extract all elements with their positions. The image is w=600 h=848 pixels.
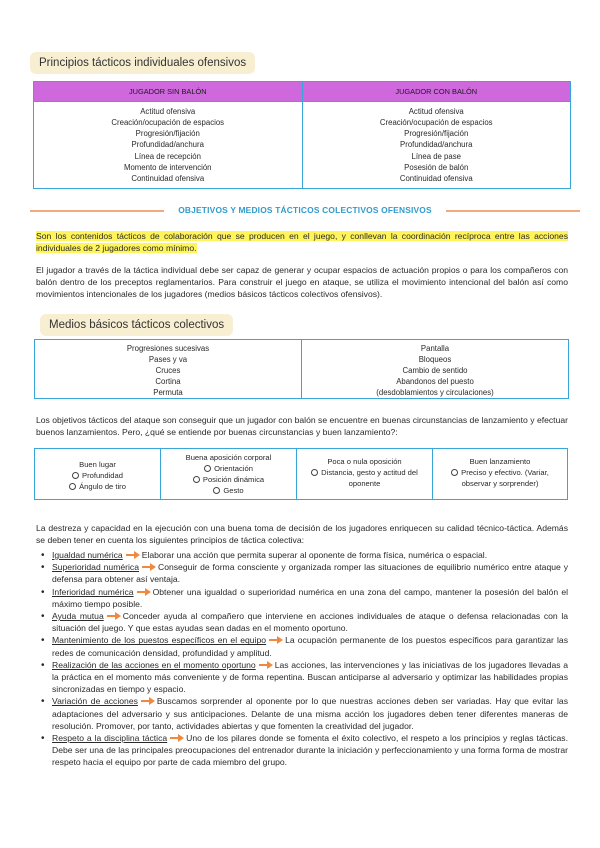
principle-term: Respeto a la disciplina táctica — [52, 733, 168, 744]
principle-term: Igualdad numérica — [52, 550, 123, 560]
criteria-box — [433, 449, 567, 499]
arrow-right-icon — [137, 588, 151, 596]
table-cell: Progresión/fijación — [404, 129, 469, 139]
radio-circle-icon — [451, 469, 458, 476]
principle-description: Elaborar una acción que permita superar al oponente de forma física, numérica o espacial. — [141, 550, 488, 560]
column-header: JUGADOR CON BALÓN — [303, 82, 571, 102]
principle-description: Buscamos sorprender al oponente por lo que nuestras acciones deben ser variadas. Hay que evitar las adaptaciones del adversario y sus anticipaciones. Delante de una misma acción los jugadores deben tener diferentes maneras de resolución. Promover, por tanto, actividades abiertas y que fomenten la creatividad del jugador. — [52, 696, 568, 731]
principle-description: Conseguir de forma consciente y organizada romper las situaciones de equilibrio numérico entre ataque y defensa para obtener así ventaja. — [52, 562, 568, 585]
list-item — [36, 549, 568, 561]
column-items — [302, 340, 568, 402]
option-label: Orientación — [214, 464, 253, 473]
table-cell: Continuidad ofensiva — [399, 174, 473, 184]
basic-means-table — [34, 339, 569, 399]
radio-circle-icon — [213, 487, 220, 494]
table-cell: Cortina — [155, 377, 181, 386]
arrow-right-icon — [170, 734, 184, 742]
table-cell: Creación/ocupación de espacios — [379, 117, 493, 127]
table-cell: Línea de recepción — [134, 151, 201, 161]
criteria-option — [35, 470, 160, 481]
column-items — [34, 102, 302, 189]
option-label: Profundidad — [82, 471, 123, 480]
table-cell: Creación/ocupación de espacios — [111, 117, 225, 127]
radio-circle-icon — [72, 472, 79, 479]
criteria-box — [297, 449, 433, 499]
table-cell: Progresiones sucesivas — [126, 344, 210, 353]
principle-description: Obtener una igualdad o superioridad numérica en una zona del campo, mantener la posesión del balón el máximo tiempo posible. — [52, 586, 569, 609]
table-cell: Línea de pase — [411, 151, 461, 161]
table-cell: Cruces — [155, 366, 181, 375]
criteria-option — [161, 463, 296, 474]
principle-description: Uno de los pilares donde se fomenta el éxito colectivo, el respeto a los principios y reglas tácticas. Debe ser una de las principales preocupaciones del entrenador durante la iniciación y perfeccionamiento y una forma forma de mostrar respeto hacia el equipo por parte de cada miembro del grupo. — [52, 733, 568, 768]
list-item — [36, 634, 568, 658]
column-with-ball — [303, 82, 571, 188]
arrow-right-icon — [142, 563, 156, 571]
table-cell: Pases y va — [148, 355, 188, 364]
section-title-collective — [30, 204, 580, 218]
column-items — [35, 340, 301, 402]
criteria-option — [441, 467, 559, 489]
arrow-right-icon — [126, 551, 140, 559]
basic-means-column — [35, 340, 302, 398]
principle-term: Superioridad numérica — [52, 562, 139, 573]
section-title-basic-means: Medios básicos tácticos colectivos — [40, 314, 233, 336]
list-item — [36, 610, 568, 634]
section-title-individual-principles: Principios tácticos individuales ofensivos — [30, 52, 255, 74]
objectives-paragraph: Los objetivos tácticos del ataque son conseguir que un jugador con balón se encuentre en buenas circunstancias de lanzamiento y efectuar buenos lanzamientos. Pero, ¿qué se entiende por buenas circunstancias y buen lanzamiento?: — [36, 415, 568, 438]
criteria-title: Poca o nula oposición — [327, 457, 402, 466]
definition-paragraph — [36, 230, 568, 254]
table-cell: Actitud ofensiva — [408, 106, 464, 116]
arrow-right-icon — [141, 697, 155, 705]
list-item — [36, 732, 568, 769]
table-cell: Abandonos del puesto — [396, 377, 474, 386]
option-label: Distancia, gesto y actitud del oponente — [321, 468, 418, 488]
option-label: Preciso y efectivo. (Variar, observar y sorprender) — [461, 468, 549, 488]
principle-description: La ocupación permanente de los puestos específicos para garantizar las redes de comunicación densidad, profundidad y amplitud. — [52, 635, 568, 658]
list-item — [36, 695, 568, 732]
individual-principles-table — [33, 81, 571, 189]
table-cell: Profundidad/anchura — [131, 140, 204, 150]
shooting-criteria — [34, 448, 568, 500]
list-item — [36, 586, 568, 610]
table-cell: Actitud ofensiva — [140, 106, 196, 116]
principle-description: Conceder ayuda al compañero que interviene en acciones individuales de ataque o defensa relacionadas con la situación del juego. Y que estas ayudas sean dadas en el momento oportuno. — [52, 611, 569, 634]
criteria-title: Buena aposición corporal — [185, 453, 272, 462]
table-cell: Permuta — [153, 388, 183, 397]
section-title-text: OBJETIVOS Y MEDIOS TÁCTICOS COLECTIVOS OFENSIVOS — [178, 205, 432, 216]
individual-tactics-paragraph: El jugador a través de la táctica individual debe ser capaz de generar y ocupar espacios de actuación propios o para los compañeros con balón dentro de los preceptos reglamentarios. Para construir el juego en ataque, se utiliza el movimiento intencional del balón así como movimientos intencionales de los jugadores (medios básicos tácticos colectivos ofensivos). — [36, 265, 568, 300]
principle-term: Variación de acciones — [52, 696, 138, 707]
criteria-title: Buen lugar — [79, 460, 116, 469]
principle-description: Las acciones, las intervenciones y las iniciativas de los jugadores llevadas a la práctica en el momento más conveniente y de forma repentina. Buscan anticiparse al adversario y optimizar las habilidades propias sincronizadas en tiempo y espacio. — [52, 659, 568, 695]
principle-term: Ayuda mutua — [52, 611, 104, 622]
radio-circle-icon — [311, 469, 318, 476]
table-cell: Bloqueos — [418, 355, 452, 364]
column-without-ball — [34, 82, 303, 188]
criteria-option — [307, 467, 422, 489]
table-cell: Profundidad/anchura — [400, 140, 473, 150]
table-cell: Pantalla — [420, 344, 450, 353]
table-cell: Progresión/fijación — [135, 129, 200, 139]
principle-term: Realización de las acciones en el momento oportuno — [52, 659, 256, 670]
column-header: JUGADOR SIN BALÓN — [34, 82, 302, 102]
radio-circle-icon — [69, 483, 76, 490]
option-label: Posición dinámica — [202, 475, 265, 484]
criteria-box — [35, 449, 161, 499]
principles-intro: La destreza y capacidad en la ejecución con una buena toma de decisión de los jugadores enriquecen su calidad técnico-táctica. Además se deben tener en cuenta los siguientes principios de táctica colectiva: — [36, 523, 568, 546]
list-item — [36, 561, 568, 585]
option-label: Gesto — [223, 486, 244, 495]
radio-circle-icon — [204, 465, 211, 472]
collective-principles-list — [36, 549, 568, 769]
option-label: Ángulo de tiro — [79, 482, 126, 491]
criteria-option — [35, 481, 160, 492]
radio-circle-icon — [193, 476, 200, 483]
arrow-right-icon — [107, 612, 121, 620]
table-cell: Momento de intervención — [123, 163, 212, 172]
table-cell: Cambio de sentido — [402, 366, 468, 375]
column-items — [303, 102, 571, 189]
criteria-title: Buen lanzamiento — [469, 457, 531, 466]
list-item — [36, 659, 568, 696]
table-cell: Continuidad ofensiva — [131, 174, 205, 184]
title-line-right — [446, 210, 580, 212]
arrow-right-icon — [269, 636, 283, 644]
table-cell: Posesión de balón — [404, 163, 469, 172]
criteria-option — [161, 485, 296, 496]
principle-term: Mantenimiento de los puestos específicos en el equipo — [52, 635, 267, 646]
title-line-left — [30, 210, 164, 212]
table-cell: (desdoblamientos y circulaciones) — [376, 388, 494, 397]
highlighted-definition: Son los contenidos tácticos de colaboración que se producen en el juego, y conllevan la coordinación recíproca entre las acciones individuales de 2 jugadores como mínimo. — [36, 231, 568, 254]
criteria-option — [161, 474, 296, 485]
principle-term: Inferioridad numérica — [52, 586, 134, 597]
basic-means-column — [302, 340, 568, 398]
arrow-right-icon — [259, 661, 273, 669]
criteria-box — [161, 449, 297, 499]
